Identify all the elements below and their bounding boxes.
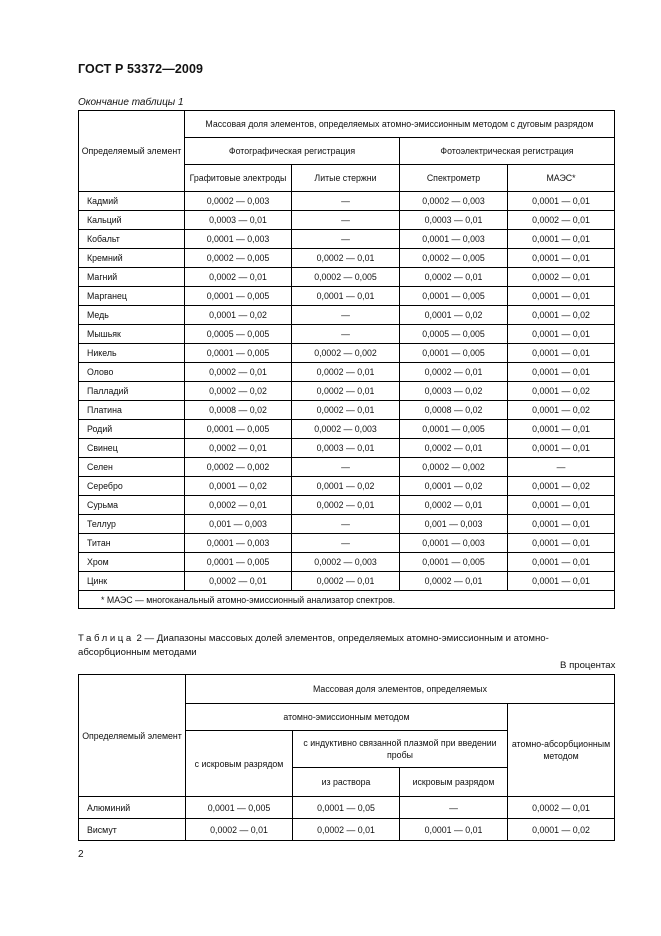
table1-value-cell: 0,001 — 0,003 <box>400 515 508 534</box>
table1-value-cell: 0,0002 — 0,01 <box>292 363 400 382</box>
table1-value-cell: 0,0001 — 0,02 <box>185 306 292 325</box>
table1-value-cell: 0,0001 — 0,02 <box>400 306 508 325</box>
table2-header-solution: из раствора <box>293 768 400 797</box>
table1-value-cell: 0,0001 — 0,005 <box>185 287 292 306</box>
table1-row <box>79 572 615 591</box>
table1-value-cell: 0,0001 — 0,005 <box>185 344 292 363</box>
table1-row <box>79 496 615 515</box>
table1-value-cell: 0,0002 — 0,002 <box>185 458 292 477</box>
table1-value-cell: 0,0001 — 0,02 <box>508 401 615 420</box>
table1-row <box>79 515 615 534</box>
table1-value-cell: 0,0001 — 0,01 <box>508 230 615 249</box>
table1-value-cell: 0,0002 — 0,002 <box>400 458 508 477</box>
table1-value-cell: 0,0002 — 0,005 <box>400 249 508 268</box>
table1-value-cell: — <box>508 458 615 477</box>
table1-value-cell: 0,0001 — 0,003 <box>185 230 292 249</box>
table1-value-cell: 0,0002 — 0,01 <box>185 268 292 287</box>
table1-element-cell: Серебро <box>79 477 185 496</box>
table1-row <box>79 477 615 496</box>
table1-row <box>79 401 615 420</box>
table2-caption <box>78 632 618 660</box>
table1-element-cell: Платина <box>79 401 185 420</box>
table1-value-cell: 0,0002 — 0,002 <box>292 344 400 363</box>
table1-element-cell: Родий <box>79 420 185 439</box>
table1-element-cell: Цинк <box>79 572 185 591</box>
table1-value-cell: 0,0003 — 0,01 <box>292 439 400 458</box>
table1-value-cell: 0,0001 — 0,01 <box>508 515 615 534</box>
table1-value-cell: 0,0002 — 0,01 <box>185 572 292 591</box>
table1-value-cell: 0,0002 — 0,01 <box>508 211 615 230</box>
table1-value-cell: 0,0001 — 0,01 <box>508 344 615 363</box>
table1-value-cell: 0,0001 — 0,02 <box>292 477 400 496</box>
table1-value-cell: 0,0001 — 0,02 <box>508 382 615 401</box>
table1-element-cell: Олово <box>79 363 185 382</box>
table1-header-top: Массовая доля элементов, определяемых атомно-эмиссионным методом с дуговым разрядом <box>185 111 615 138</box>
table2-value-cell: 0,0001 — 0,005 <box>186 797 293 819</box>
table1-element-cell: Медь <box>79 306 185 325</box>
table2-value-cell: 0,0002 — 0,01 <box>508 797 615 819</box>
table1-row <box>79 268 615 287</box>
table2-value-cell: 0,0002 — 0,01 <box>293 819 400 841</box>
table1-value-cell: 0,0008 — 0,02 <box>185 401 292 420</box>
table1-value-cell: 0,0001 — 0,02 <box>508 477 615 496</box>
table1-row <box>79 325 615 344</box>
table1-subheader: МАЭС* <box>508 165 615 192</box>
table1-value-cell: 0,0001 — 0,01 <box>508 439 615 458</box>
table1-row <box>79 344 615 363</box>
document-header: ГОСТ Р 53372—2009 <box>78 62 204 76</box>
table1-value-cell: 0,0002 — 0,003 <box>292 553 400 572</box>
table1-value-cell: 0,0002 — 0,01 <box>292 382 400 401</box>
table2-row <box>79 797 615 819</box>
table1-element-cell: Кальций <box>79 211 185 230</box>
table1-value-cell: 0,0005 — 0,005 <box>185 325 292 344</box>
table2-row <box>79 819 615 841</box>
table1-element-cell: Свинец <box>79 439 185 458</box>
table1-value-cell: 0,0001 — 0,01 <box>508 287 615 306</box>
table1-value-cell: — <box>292 230 400 249</box>
table1-value-cell: 0,0001 — 0,02 <box>185 477 292 496</box>
table1-header-element: Определяемый элемент <box>79 111 185 192</box>
table1-row <box>79 306 615 325</box>
table1-value-cell: 0,0001 — 0,01 <box>508 363 615 382</box>
table1-element-cell: Марганец <box>79 287 185 306</box>
table1-value-cell: 0,0002 — 0,02 <box>185 382 292 401</box>
table2-element-cell: Висмут <box>79 819 186 841</box>
table1-value-cell: 0,001 — 0,003 <box>185 515 292 534</box>
table1-value-cell: 0,0001 — 0,01 <box>292 287 400 306</box>
table1-value-cell: — <box>292 211 400 230</box>
table1-value-cell: 0,0001 — 0,01 <box>508 572 615 591</box>
page-number: 2 <box>78 849 84 860</box>
table2-units: В процентах <box>560 660 616 671</box>
table1-header-photoelectric: Фотоэлектрическая регистрация <box>400 138 615 165</box>
table1-row <box>79 230 615 249</box>
table1-value-cell: 0,0001 — 0,02 <box>508 306 615 325</box>
table1-value-cell: 0,0001 — 0,01 <box>508 496 615 515</box>
table2-header-element: Определяемый элемент <box>79 675 186 797</box>
table1-row <box>79 382 615 401</box>
table1-value-cell: — <box>292 306 400 325</box>
table2-caption-label: Таблица <box>78 633 134 644</box>
table1-caption: Окончание таблицы 1 <box>78 97 184 108</box>
table1-value-cell: — <box>292 515 400 534</box>
table1-value-cell: 0,0002 — 0,01 <box>400 363 508 382</box>
table1-value-cell: 0,0002 — 0,005 <box>185 249 292 268</box>
table1-value-cell: 0,0002 — 0,003 <box>185 192 292 211</box>
table1-value-cell: 0,0002 — 0,01 <box>292 496 400 515</box>
table1-value-cell: 0,0008 — 0,02 <box>400 401 508 420</box>
table2-header-spark: с искровым разрядом <box>186 731 293 797</box>
table1-element-cell: Кремний <box>79 249 185 268</box>
table1-value-cell: 0,0002 — 0,005 <box>292 268 400 287</box>
table1-element-cell: Никель <box>79 344 185 363</box>
table2-header-ae: атомно-эмиссионным методом <box>186 704 508 731</box>
table1-value-cell: 0,0001 — 0,01 <box>508 192 615 211</box>
table1-value-cell: — <box>292 192 400 211</box>
table1-value-cell: 0,0002 — 0,01 <box>292 401 400 420</box>
table2-header-spark2: искровым разрядом <box>400 768 508 797</box>
table2-value-cell: 0,0001 — 0,02 <box>508 819 615 841</box>
table1-row <box>79 534 615 553</box>
table1-row <box>79 420 615 439</box>
table1-value-cell: 0,0002 — 0,003 <box>400 192 508 211</box>
table1-value-cell: 0,0001 — 0,003 <box>185 534 292 553</box>
table1-value-cell: 0,0001 — 0,005 <box>400 420 508 439</box>
table1-row <box>79 192 615 211</box>
table1-element-cell: Селен <box>79 458 185 477</box>
table2-header-top: Массовая доля элементов, определяемых <box>186 675 615 704</box>
table1-element-cell: Хром <box>79 553 185 572</box>
table1-value-cell: 0,0001 — 0,01 <box>508 534 615 553</box>
table1-row <box>79 249 615 268</box>
table1-row <box>79 211 615 230</box>
table2-header-icp: с индуктивно связанной плазмой при введении пробы <box>293 731 508 768</box>
table1-value-cell: 0,0001 — 0,005 <box>185 420 292 439</box>
table1-value-cell: 0,0002 — 0,01 <box>400 572 508 591</box>
table2-element-cell: Алюминий <box>79 797 186 819</box>
table2-value-cell: 0,0001 — 0,01 <box>400 819 508 841</box>
table1-value-cell: 0,0002 — 0,01 <box>185 363 292 382</box>
table1-value-cell: 0,0002 — 0,01 <box>400 496 508 515</box>
table1-element-cell: Палладий <box>79 382 185 401</box>
table1-subheader: Спектрометр <box>400 165 508 192</box>
table1-value-cell: 0,0002 — 0,01 <box>292 249 400 268</box>
table1-element-cell: Магний <box>79 268 185 287</box>
table1-element-cell: Кобальт <box>79 230 185 249</box>
table1-value-cell: 0,0001 — 0,01 <box>508 420 615 439</box>
table1-row <box>79 363 615 382</box>
table1-value-cell: 0,0001 — 0,01 <box>508 325 615 344</box>
table1-value-cell: 0,0005 — 0,005 <box>400 325 508 344</box>
table2-header-aa: атомно-абсорбционным методом <box>508 704 615 797</box>
table1-subheader: Графитовые электроды <box>185 165 292 192</box>
table1-value-cell: 0,0002 — 0,01 <box>400 439 508 458</box>
table1-row <box>79 553 615 572</box>
table1-element-cell: Сурьма <box>79 496 185 515</box>
table1 <box>78 110 615 609</box>
table1-value-cell: 0,0002 — 0,01 <box>185 496 292 515</box>
table2-value-cell: — <box>400 797 508 819</box>
table1-value-cell: 0,0001 — 0,02 <box>400 477 508 496</box>
table1-value-cell: 0,0001 — 0,005 <box>400 553 508 572</box>
table1-row <box>79 458 615 477</box>
table1-value-cell: 0,0003 — 0,02 <box>400 382 508 401</box>
table1-value-cell: 0,0001 — 0,005 <box>400 287 508 306</box>
table1-subheader: Литые стержни <box>292 165 400 192</box>
table1-value-cell: 0,0002 — 0,01 <box>292 572 400 591</box>
table1-value-cell: 0,0002 — 0,003 <box>292 420 400 439</box>
table1-element-cell: Кадмий <box>79 192 185 211</box>
table2-value-cell: 0,0001 — 0,05 <box>293 797 400 819</box>
table1-value-cell: — <box>292 458 400 477</box>
table1-value-cell: 0,0001 — 0,003 <box>400 230 508 249</box>
table1-element-cell: Титан <box>79 534 185 553</box>
table1-value-cell: 0,0002 — 0,01 <box>400 268 508 287</box>
table1-value-cell: 0,0003 — 0,01 <box>185 211 292 230</box>
table1-row <box>79 439 615 458</box>
table2-caption-text: 2 — Диапазоны массовых долей элементов, определяемых атомно-эмиссионным и атомно-абсорбционным методами <box>78 633 549 658</box>
table1-value-cell: 0,0001 — 0,005 <box>400 344 508 363</box>
table1-value-cell: 0,0001 — 0,01 <box>508 553 615 572</box>
table2 <box>78 674 615 841</box>
table2-value-cell: 0,0002 — 0,01 <box>186 819 293 841</box>
table1-footnote: * МАЭС — многоканальный атомно-эмиссионный анализатор спектров. <box>79 591 615 609</box>
table1-row <box>79 287 615 306</box>
table1-value-cell: 0,0003 — 0,01 <box>400 211 508 230</box>
table1-value-cell: 0,0002 — 0,01 <box>185 439 292 458</box>
table1-header-photo: Фотографическая регистрация <box>185 138 400 165</box>
table1-value-cell: 0,0001 — 0,003 <box>400 534 508 553</box>
table1-element-cell: Теллур <box>79 515 185 534</box>
table1-value-cell: 0,0002 — 0,01 <box>508 268 615 287</box>
table1-value-cell: 0,0001 — 0,005 <box>185 553 292 572</box>
table1-element-cell: Мышьяк <box>79 325 185 344</box>
table1-value-cell: — <box>292 534 400 553</box>
table1-value-cell: 0,0001 — 0,01 <box>508 249 615 268</box>
table1-value-cell: — <box>292 325 400 344</box>
